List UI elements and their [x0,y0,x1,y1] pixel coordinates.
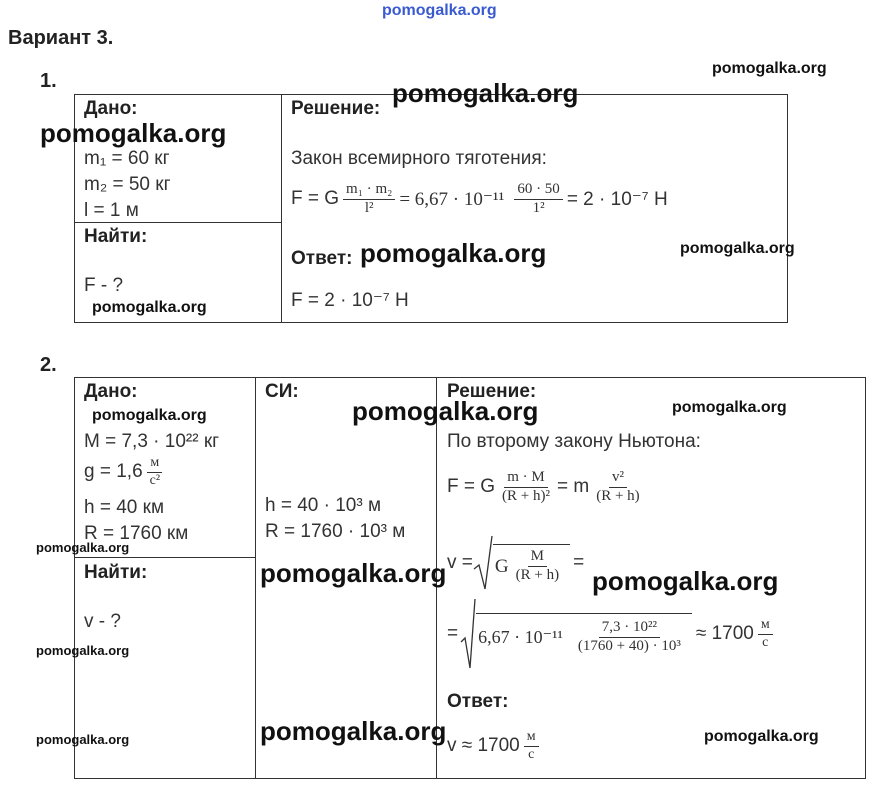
task1-given-m1: m₁ = 60 кг [84,148,170,169]
watermark: pomogalka.org [392,78,579,108]
task1-find: F - ? [84,275,124,296]
top-watermark: pomogalka.org [382,2,497,19]
watermark: pomogalka.org [352,396,539,426]
task2-number: 2. [40,354,57,376]
task2-f3-fraction-den: (1760 + 40) · 10³ [577,638,681,654]
task2-answer-unit [524,730,539,762]
watermark: pomogalka.org [92,407,207,424]
task2-f1-fraction-1 [499,470,553,505]
task2-f1-fraction-1-den: (R + h)² [502,487,550,504]
task1-solution-header: Решение: [291,98,381,119]
task2-formula-2 [447,535,584,591]
task1-answer-header: Ответ: [291,248,353,269]
task2-answer-unit-den: с [528,746,535,762]
task1-answer: F = 2 · 10⁻⁷ Н [291,290,409,311]
task1-fraction-1-num: m₁ · m₂ [343,182,395,200]
task2-f2-radicand [493,544,570,584]
task2-f3-lhs: = [447,623,459,644]
task2-f1-lhs: F = G [447,476,496,498]
task2-si-h: h = 40 · 10³ м [265,495,382,516]
watermark: pomogalka.org [712,60,827,77]
task1-given-header: Дано: [84,98,138,119]
task1-law: Закон всемирного тяготения: [291,148,547,169]
task2-f2-fraction [513,549,562,584]
watermark: pomogalka.org [592,566,779,596]
watermark: pomogalka.org [36,732,130,747]
task2-f2-fraction-den: (R + h) [515,567,560,583]
watermark: pomogalka.org [360,238,547,268]
task1-fraction-1-den: l² [364,199,374,216]
task1-formula [291,182,668,217]
watermark: pomogalka.org [36,540,130,555]
task2-given-g-unit-den: с² [149,472,161,488]
task2-f2-lhs: v = [447,552,473,573]
task2-f3-radicand [476,613,692,655]
task2-answer-header: Ответ: [447,691,509,712]
task2-f1-fraction-2-den: (R + h) [596,487,640,504]
task1-fraction-2-num: 60 · 50 [514,182,563,200]
watermark: pomogalka.org [704,728,819,745]
task2-f3-fraction [575,620,684,655]
task1-formula-eq1: = 6,67 · 10⁻¹¹ [399,188,505,210]
task2-f3-res: ≈ 1700 [695,623,754,644]
task2-f1-fraction-2-num: v² [609,470,627,488]
task2-si-R: R = 1760 · 10³ м [265,521,406,542]
task2-f1-mid: = m [557,476,590,498]
task2-given-h: h = 40 км [84,497,165,518]
watermark: pomogalka.org [260,558,447,588]
task2-given-M: M = 7,3 · 10²² кг [84,431,220,452]
task2-f2-g: G [494,555,509,577]
task2-f3-unit-den: с [762,634,769,650]
task2-given-g-unit-num: м [147,456,162,473]
task1-given-m2: m₂ = 50 кг [84,174,171,195]
task2-given-R: R = 1760 км [84,523,189,544]
watermark: pomogalka.org [40,118,227,148]
watermark: pomogalka.org [36,643,130,658]
task1-fraction-1 [343,182,395,217]
task2-f3-unit [758,618,773,650]
task2-f3-unit-num: м [758,618,773,635]
task2-f2-eq: = [573,552,585,573]
task2-si-header: СИ: [265,381,299,402]
sqrt-icon [460,598,476,670]
task2-given-g [84,456,167,488]
task2-f3-coef: 6,67 · 10⁻¹¹ [478,627,563,647]
watermark: pomogalka.org [260,716,447,746]
task2-formula-3 [447,598,777,670]
task1-formula-lhs: F = G [291,188,340,210]
task1-find-header: Найти: [84,226,148,247]
sqrt-icon [473,535,493,591]
watermark: pomogalka.org [92,299,207,316]
task2-find-header: Найти: [84,562,148,583]
task2-given-header: Дано: [84,381,138,402]
task2-law: По второму закону Ньютона: [447,431,701,452]
task1-formula-result: = 2 · 10⁻⁷ Н [566,188,668,210]
task2-f2-fraction-num: M [528,549,547,567]
task1-given-l: l = 1 м [84,200,139,221]
task2-formula-1 [447,470,647,505]
task1-fraction-2 [514,182,563,217]
task1-fraction-2-den: 1² [532,199,545,216]
task2-solution-header: Решение: [447,381,537,402]
task2-given-g-lhs: g = 1,6 [84,461,143,483]
task2-f3-fraction-num: 7,3 · 10²² [599,620,660,638]
task2-answer [447,730,543,762]
task2-find: v - ? [84,611,121,632]
task2-answer-lhs: v ≈ 1700 [447,735,520,757]
watermark: pomogalka.org [680,240,795,257]
task2-f1-fraction-1-num: m · M [504,470,548,488]
task2-f1-fraction-2 [593,470,642,505]
watermark: pomogalka.org [672,399,787,416]
task2-given-g-unit [147,456,163,488]
task1-number: 1. [40,70,57,92]
variant-title: Вариант 3. [8,27,114,49]
task2-answer-unit-num: м [524,730,539,747]
